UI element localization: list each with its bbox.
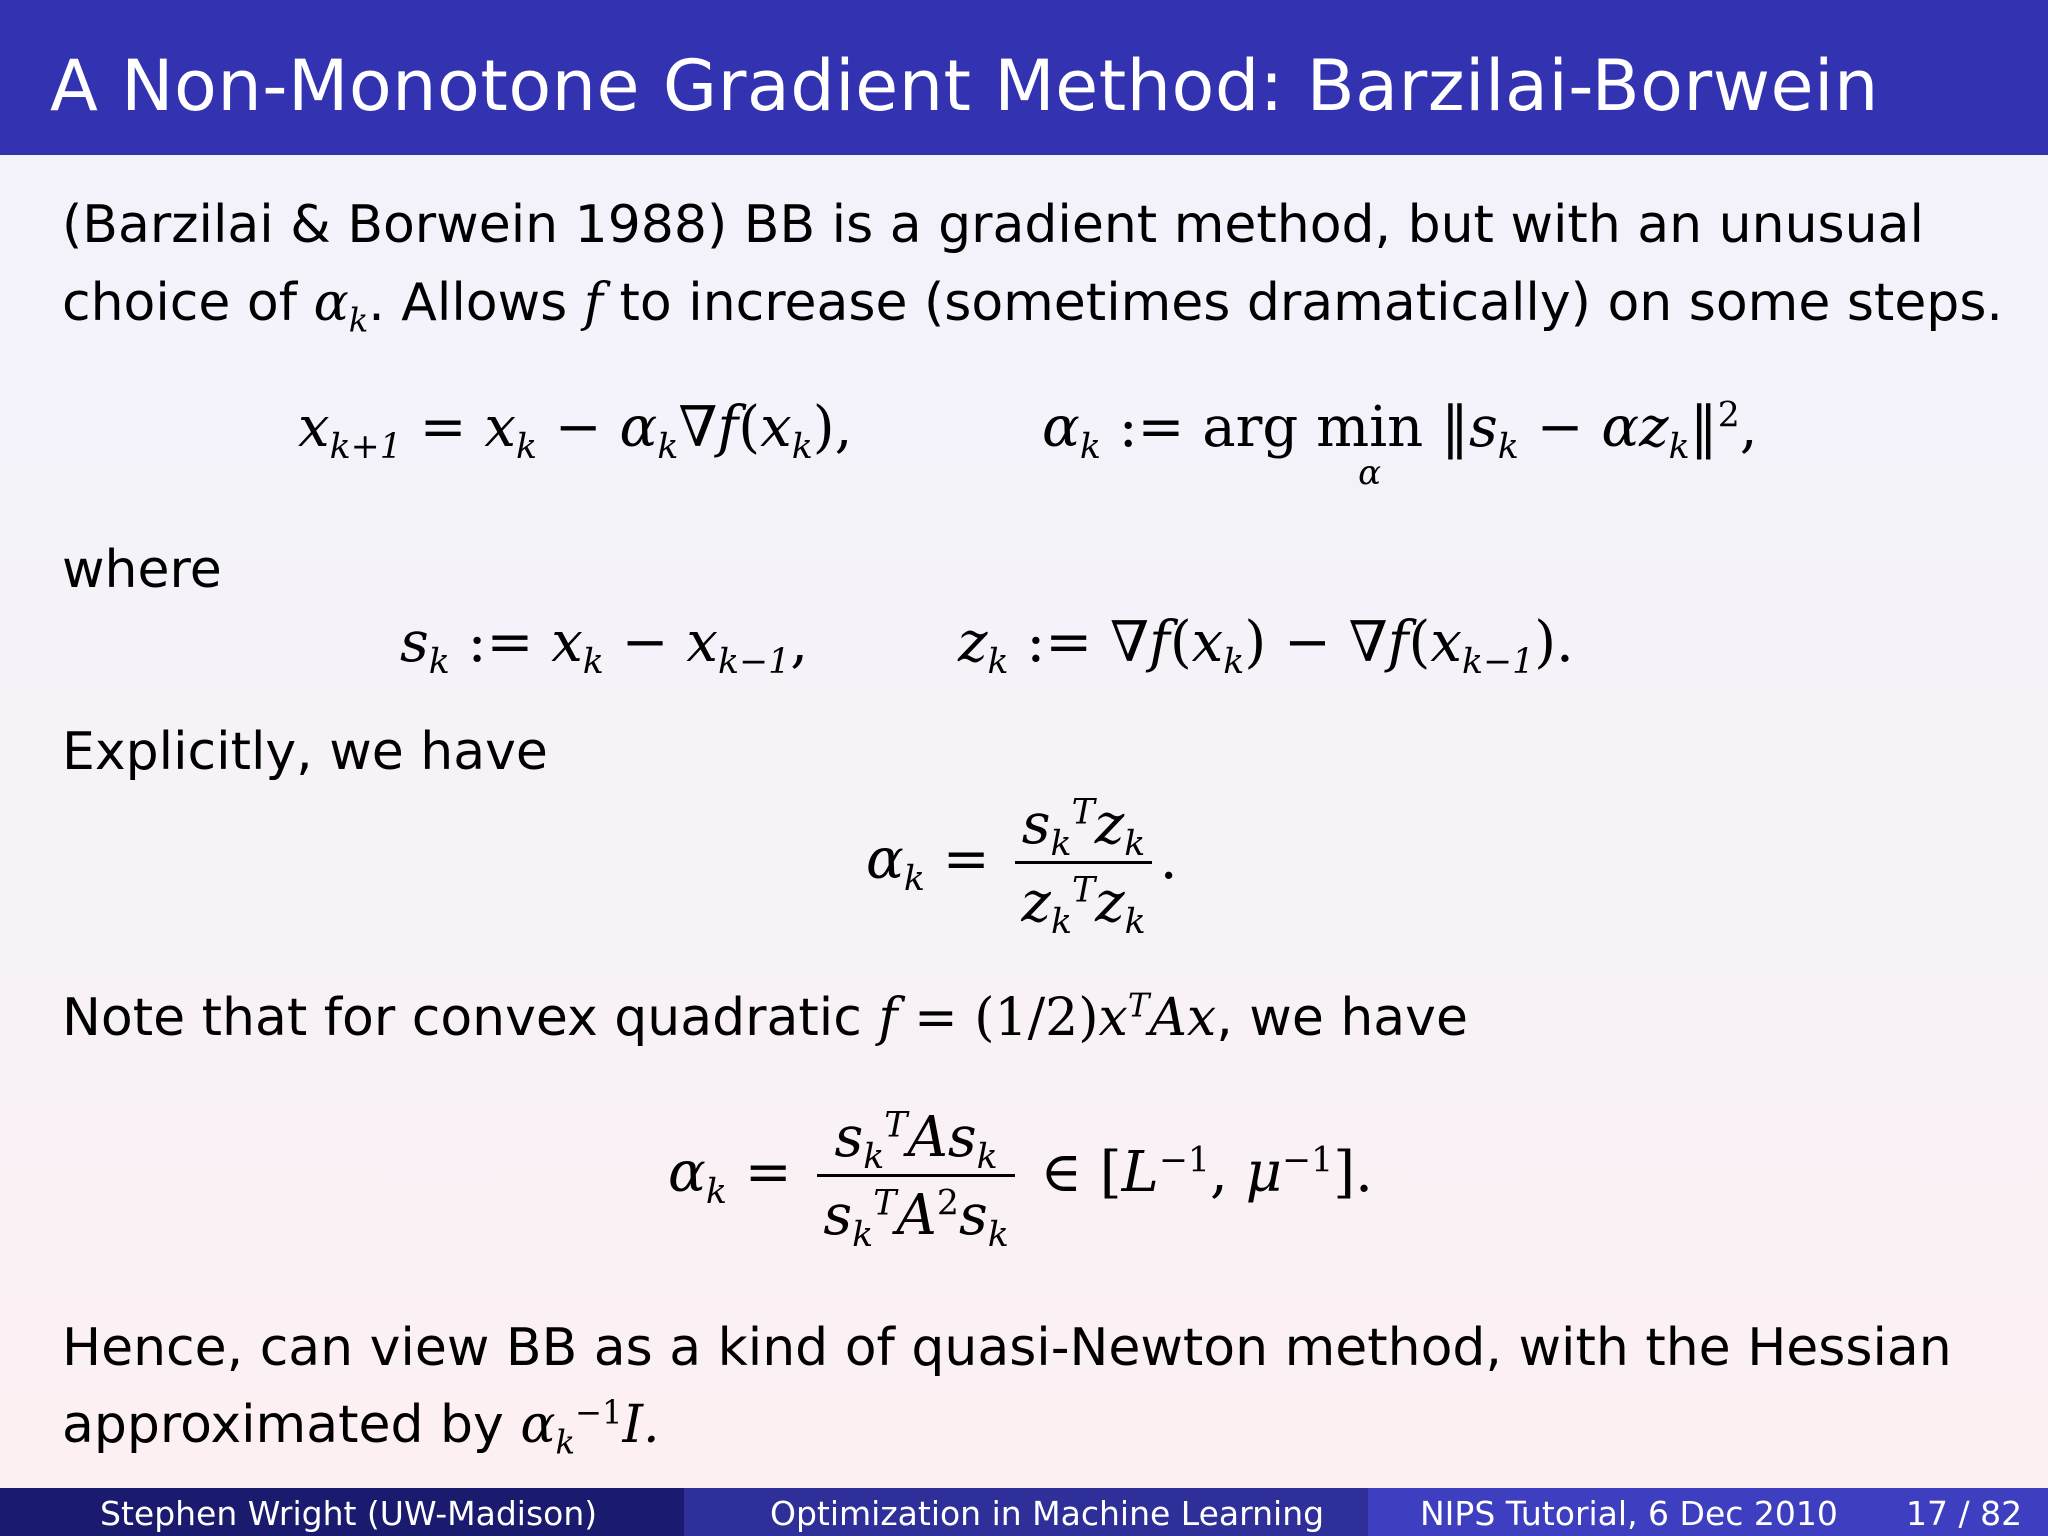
math-quadratic: $f = (1/2)x^TAx$: [878, 986, 1217, 1048]
fraction-sz-over-zz: $\frac{s_k^Tz_k}{z_k^Tz_k}$: [1015, 792, 1151, 935]
footer-talk-panel: [684, 1488, 1368, 1536]
hence-line-2-part-a: approximated by: [62, 1395, 521, 1455]
equation-z-k: $z_k$ := $\nabla f(x_k) - \nabla f(x_{k-1})$.: [958, 610, 1574, 683]
fraction-sas-over-sa2s: $\frac{s_k^TAs_k}{s_k^TA^2s_k}$: [817, 1105, 1014, 1248]
equation-update-rule: $x_{k+1} = x_k - \alpha_k\nabla f(x_k)$,: [298, 395, 853, 468]
math-f: f: [583, 273, 603, 333]
footer-venue-panel: [1368, 1488, 2048, 1536]
slide-title: A Non-Monotone Gradient Method: Barzilai-Borwein: [50, 45, 1879, 127]
footer-author: Stephen Wright (UW-Madison): [100, 1494, 598, 1533]
footer-talk-title: Optimization in Machine Learning: [770, 1494, 1325, 1533]
footer-author-panel: [0, 1488, 684, 1536]
note-part-a: Note that for convex quadratic: [62, 988, 879, 1048]
footer-page-number: 17 / 82: [1906, 1494, 2023, 1533]
explicitly-label: Explicitly, we have: [62, 722, 548, 782]
equation-s-k: $s_k$ := $x_k - x_{k-1}$,: [400, 610, 808, 683]
equation-alpha-quadratic: $\alpha_k$ = $\frac{s_k^TAs_k}{s_k^TA^2s_k}$ ∈ [$L^{-1}$, $\mu^{-1}$].: [668, 1105, 1373, 1256]
note-part-b: , we have: [1216, 988, 1468, 1048]
hence-line-1: Hence, can view BB as a kind of quasi-Newton method, with the Hessian: [62, 1318, 1952, 1378]
hence-line-2: [62, 1393, 660, 1462]
intro-line-2: [62, 273, 2003, 340]
intro-line-2-part-c: to increase (sometimes dramatically) on some steps.: [603, 273, 2003, 333]
note-line: [62, 988, 1468, 1048]
equation-alpha-argmin: $\alpha_k$ := arg min α $‖s_k$ − $\alpha z_k‖^2$,: [1042, 395, 1758, 493]
equation-alpha-explicit: $\alpha_k$ = $\frac{s_k^Tz_k}{z_k^Tz_k}$ .: [866, 792, 1178, 943]
math-inverse-alpha-identity: $\alpha_k^{-1}I$.: [520, 1393, 660, 1462]
where-label: where: [62, 540, 222, 600]
slide-header: [0, 0, 2048, 155]
intro-line-2-part-b: . Allows: [368, 273, 584, 333]
intro-line-1: (Barzilai & Borwein 1988) BB is a gradient method, but with an unusual: [62, 195, 1924, 255]
footer-venue: NIPS Tutorial, 6 Dec 2010: [1420, 1494, 1838, 1533]
intro-line-2-part-a: choice of: [62, 273, 314, 333]
slide-footer: [0, 1488, 2048, 1536]
math-alpha-k: $\alpha_k$: [313, 273, 369, 340]
